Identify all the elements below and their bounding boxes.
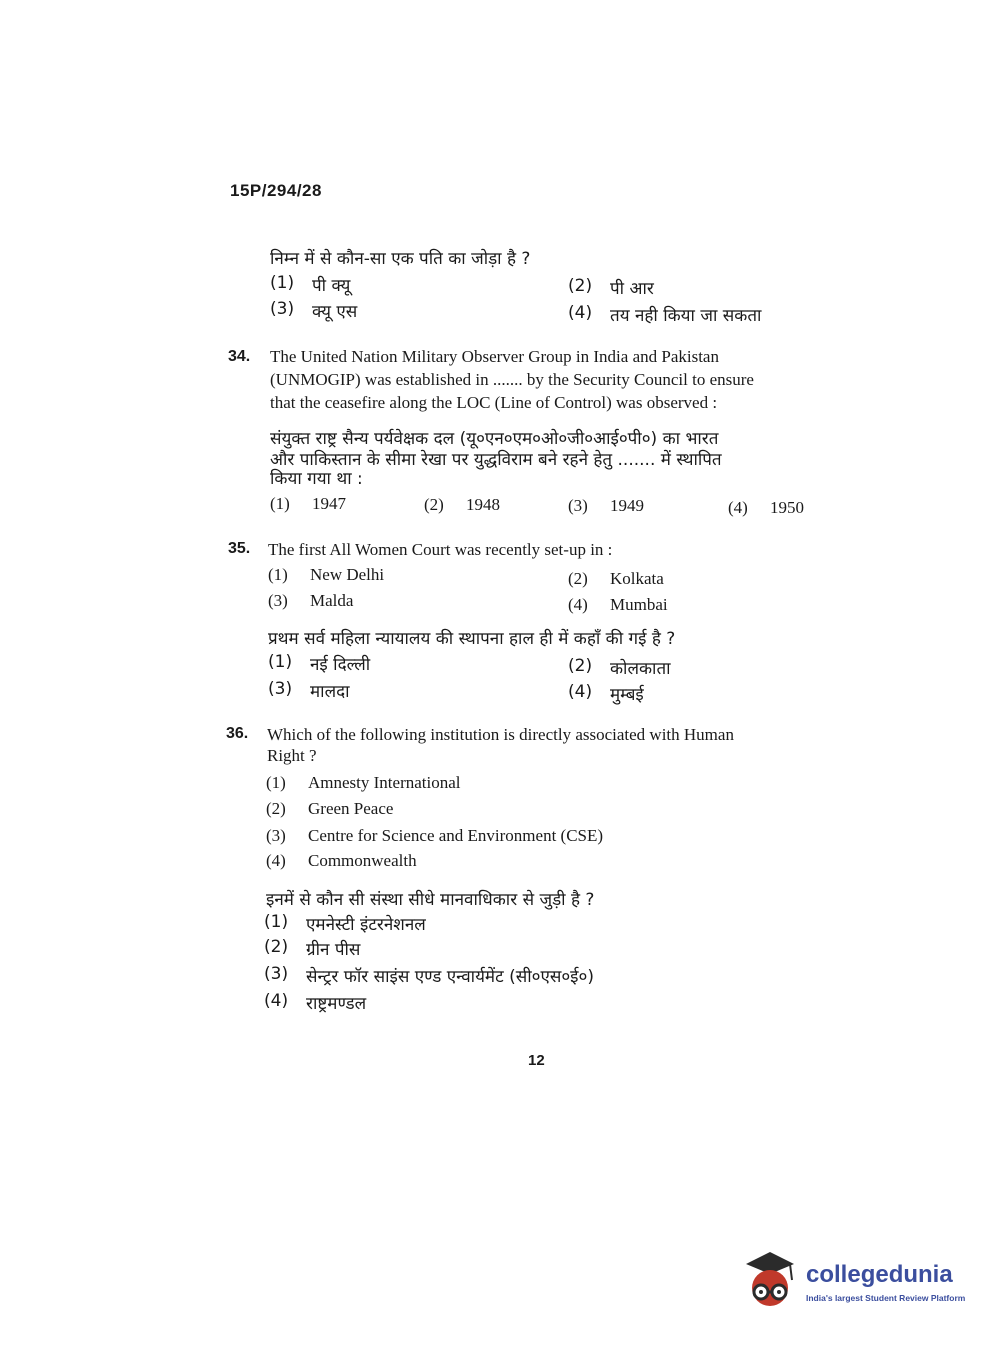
q35-english-option-2 — [568, 569, 664, 589]
q35-number: 35. — [228, 540, 251, 557]
q35-english-option-4 — [568, 595, 668, 615]
q36-english-option-4 — [266, 851, 417, 871]
option-number: (1) — [266, 773, 286, 792]
option-text: Green Peace — [308, 799, 394, 818]
option-text: सेन्ट्रर फॉर साइंस एण्ड एन्वार्यमेंट (सी०एस०ई०) — [306, 967, 594, 987]
option-number: (1) — [270, 273, 295, 293]
option-number: (1) — [264, 912, 289, 932]
option-text: पी क्यू — [312, 276, 351, 296]
q36-hindi-text: इनमें से कौन सी संस्था सीधे मानवाधिकार से जुड़ी है ? — [266, 890, 595, 910]
option-text: Amnesty International — [308, 773, 461, 792]
q33-hindi-text: निम्न में से कौन-सा एक पति का जोड़ा है ? — [270, 249, 531, 269]
option-number: (2) — [568, 656, 593, 676]
q36-english-option-3 — [266, 826, 603, 846]
option-number: (4) — [264, 991, 289, 1011]
option-text: Malda — [310, 591, 354, 610]
q36-hindi-option-2 — [264, 937, 360, 960]
q36-english-option-2 — [266, 799, 393, 819]
option-text: पी आर — [610, 279, 654, 299]
option-text: तय नही किया जा सकता — [610, 306, 762, 326]
q35-hindi-text: प्रथम सर्व महिला न्यायालय की स्थापना हाल ही में कहाँ की गई है ? — [268, 629, 676, 649]
q33-option-4 — [568, 303, 761, 326]
q34-english-line-2: (UNMOGIP) was established in ....... by the Security Council to ensure — [270, 370, 754, 389]
option-text: New Delhi — [310, 565, 385, 584]
q35-hindi-option-1 — [268, 652, 370, 675]
option-number: (1) — [268, 652, 293, 672]
q36-hindi-option-1 — [264, 912, 426, 935]
mascot-icon — [742, 1250, 798, 1316]
option-number: (3) — [268, 591, 288, 610]
q36-english-line-2: Right ? — [267, 746, 317, 765]
option-number: (3) — [266, 826, 286, 845]
option-number: (3) — [264, 964, 289, 984]
q34-hindi-line-2: और पाकिस्तान के सीमा रेखा पर युद्धविराम बने रहने हेतु ....... में स्थापित — [270, 450, 722, 470]
q35-hindi-option-3 — [268, 679, 350, 702]
option-number: (4) — [728, 498, 748, 517]
option-text: एमनेस्टी इंटरनेशनल — [306, 915, 426, 935]
option-number: (1) — [270, 494, 290, 513]
logo-name: collegedunia — [806, 1261, 953, 1288]
option-number: (3) — [568, 496, 588, 515]
option-text: Mumbai — [610, 595, 668, 614]
option-text: Commonwealth — [308, 851, 417, 870]
q33-option-1 — [270, 273, 350, 296]
option-number: (4) — [568, 303, 593, 323]
option-text: 1948 — [466, 495, 500, 514]
option-text: Kolkata — [610, 569, 664, 588]
option-number: (3) — [270, 299, 295, 319]
q36-hindi-option-4 — [264, 991, 366, 1014]
q36-english-option-1 — [266, 773, 461, 793]
q34-option-4 — [728, 498, 804, 518]
option-number: (4) — [266, 851, 286, 870]
q34-english-line-1: The United Nation Military Observer Group in India and Pakistan — [270, 347, 719, 366]
option-text: Centre for Science and Environment (CSE) — [308, 826, 604, 845]
q36-number: 36. — [226, 725, 249, 742]
option-number: (4) — [568, 595, 588, 614]
option-text: क्यू एस — [312, 302, 358, 322]
q35-english-text: The first All Women Court was recently set-up in : — [268, 540, 613, 559]
q36-hindi-option-3 — [264, 964, 594, 987]
q35-english-option-1 — [268, 565, 384, 585]
q36-english-line-1: Which of the following institution is directly associated with Human — [267, 725, 734, 744]
q33-option-3 — [270, 299, 357, 322]
page-number: 12 — [528, 1052, 545, 1069]
q34-option-1 — [270, 494, 346, 514]
option-number: (4) — [568, 682, 593, 702]
option-text: 1949 — [610, 496, 644, 515]
q33-option-2 — [568, 276, 654, 299]
logo-tagline: India's largest Student Review Platform — [806, 1293, 966, 1303]
option-number: (2) — [264, 937, 289, 957]
q35-hindi-option-4 — [568, 682, 644, 705]
q35-english-option-3 — [268, 591, 353, 611]
option-number: (3) — [268, 679, 293, 699]
q34-number: 34. — [228, 348, 251, 365]
q35-hindi-option-2 — [568, 656, 671, 679]
option-text: मुम्बई — [610, 685, 644, 705]
q34-hindi-line-3: किया गया था : — [270, 469, 363, 489]
option-text: कोलकाता — [610, 659, 671, 679]
option-number: (2) — [424, 495, 444, 514]
q34-english-line-3: that the ceasefire along the LOC (Line of Control) was observed : — [270, 393, 718, 412]
option-number: (2) — [568, 569, 588, 588]
option-text: नई दिल्ली — [310, 655, 371, 675]
option-text: 1947 — [312, 494, 346, 513]
option-text: राष्ट्रमण्डल — [306, 994, 367, 1014]
collegedunia-logo — [742, 1252, 972, 1314]
option-number: (1) — [268, 565, 288, 584]
option-number: (2) — [266, 799, 286, 818]
option-text: 1950 — [770, 498, 804, 517]
option-text: मालदा — [310, 682, 350, 702]
paper-code: 15P/294/28 — [230, 181, 322, 200]
q34-option-3 — [568, 496, 644, 516]
q34-option-2 — [424, 495, 500, 515]
option-number: (2) — [568, 276, 593, 296]
option-text: ग्रीन पीस — [306, 940, 361, 960]
q34-hindi-line-1: संयुक्त राष्ट्र सैन्य पर्यवेक्षक दल (यू०एन०एम०ओ०जी०आई०पी०) का भारत — [270, 429, 719, 449]
